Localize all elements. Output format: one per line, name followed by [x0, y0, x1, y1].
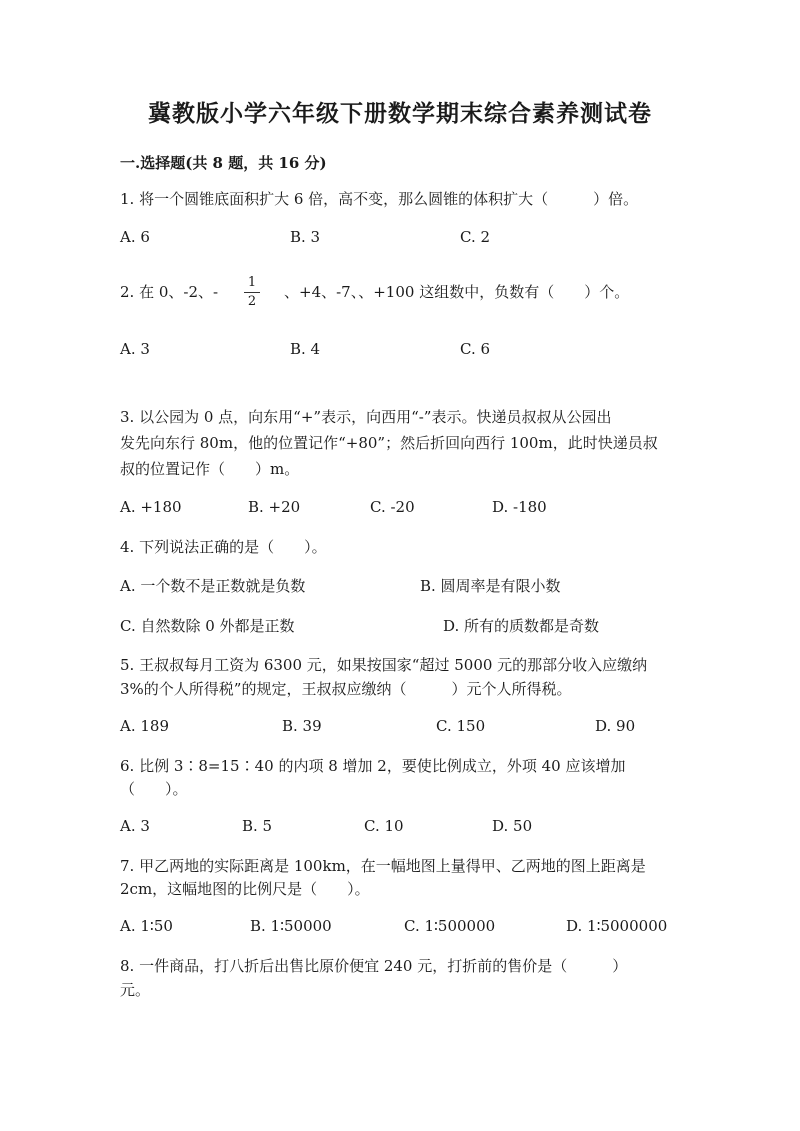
question-6-line-1: 6. 比例 3∶8=15∶40 的内项 8 增加 2，要使比例成立，外项 40 应该增加	[120, 757, 626, 775]
question-5-line-1: 5. 王叔叔每月工资为 6300 元，如果按国家“超过 5000 元的那部分收入应缴纳	[120, 656, 648, 674]
question-1-stem: 1. 将一个圆锥底面积扩大 6 倍，高不变，那么圆锥的体积扩大（ ）倍。	[120, 190, 639, 208]
question-8-line-1: 8. 一件商品，打八折后出售比原价便宜 240 元，打折前的售价是（ ）	[120, 957, 628, 975]
q7-option-d[interactable]: D. 1∶5000000	[566, 917, 668, 935]
q6-option-c[interactable]: C. 10	[364, 817, 404, 835]
q6-option-b[interactable]: B. 5	[242, 817, 273, 835]
section-heading: 一.选择题(共 8 题，共 16 分)	[120, 154, 327, 172]
q6-option-a[interactable]: A. 3	[120, 817, 150, 835]
q7-option-a[interactable]: A. 1∶50	[120, 917, 173, 935]
question-2-stem-end: 、+4、-7、、+100 这组数中，负数有（ ）个。	[284, 283, 630, 301]
q3-option-b[interactable]: B. +20	[248, 498, 301, 516]
question-3-line-3: 叔的位置记作（ ）m。	[120, 460, 300, 478]
q7-option-c[interactable]: C. 1∶500000	[404, 917, 496, 935]
question-3-line-2: 发先向东行 80m，他的位置记作“+80”；然后折回向西行 100m，此时快递员叔	[120, 434, 658, 452]
q3-option-c[interactable]: C. -20	[370, 498, 415, 516]
q5-option-a[interactable]: A. 189	[120, 717, 169, 735]
q5-option-c[interactable]: C. 150	[436, 717, 486, 735]
q1-option-c[interactable]: C. 2	[460, 228, 491, 246]
page-title: 冀教版小学六年级下册数学期末综合素养测试卷	[148, 100, 652, 127]
q1-option-b[interactable]: B. 3	[290, 228, 321, 246]
q4-option-b[interactable]: B. 圆周率是有限小数	[420, 577, 561, 595]
question-7-line-1: 7. 甲乙两地的实际距离是 100km，在一幅地图上量得甲、乙两地的图上距离是	[120, 857, 646, 875]
fraction-bar	[244, 292, 260, 293]
question-6-line-2: （ ）。	[120, 780, 188, 798]
q1-option-a[interactable]: A. 6	[120, 228, 150, 246]
question-4-stem: 4. 下列说法正确的是（ ）。	[120, 538, 327, 556]
question-5-line-2: 3%的个人所得税”的规定，王叔叔应缴纳（ ）元个人所得税。	[120, 680, 572, 698]
fraction-numerator: 1	[247, 275, 257, 290]
question-7-line-2: 2cm，这幅地图的比例尺是（ ）。	[120, 880, 370, 898]
question-2-stem-start: 2. 在 0、-2、-	[120, 283, 219, 301]
q4-option-d[interactable]: D. 所有的质数都是奇数	[443, 617, 600, 635]
question-3-line-1: 3. 以公园为 0 点，向东用“+”表示，向西用“-”表示。快递员叔叔从公园出	[120, 408, 612, 426]
q2-option-c[interactable]: C. 6	[460, 340, 491, 358]
q3-option-a[interactable]: A. +180	[120, 498, 182, 516]
q4-option-c[interactable]: C. 自然数除 0 外都是正数	[120, 617, 295, 635]
fraction-one-half	[244, 276, 260, 309]
q7-option-b[interactable]: B. 1∶50000	[250, 917, 332, 935]
q3-option-d[interactable]: D. -180	[492, 498, 547, 516]
q2-option-a[interactable]: A. 3	[120, 340, 150, 358]
q5-option-b[interactable]: B. 39	[282, 717, 322, 735]
fraction-denominator: 2	[247, 294, 257, 309]
q6-option-d[interactable]: D. 50	[492, 817, 533, 835]
question-8-line-2: 元。	[120, 981, 151, 999]
q2-option-b[interactable]: B. 4	[290, 340, 321, 358]
q4-option-a[interactable]: A. 一个数不是正数就是负数	[120, 577, 306, 595]
q5-option-d[interactable]: D. 90	[595, 717, 636, 735]
